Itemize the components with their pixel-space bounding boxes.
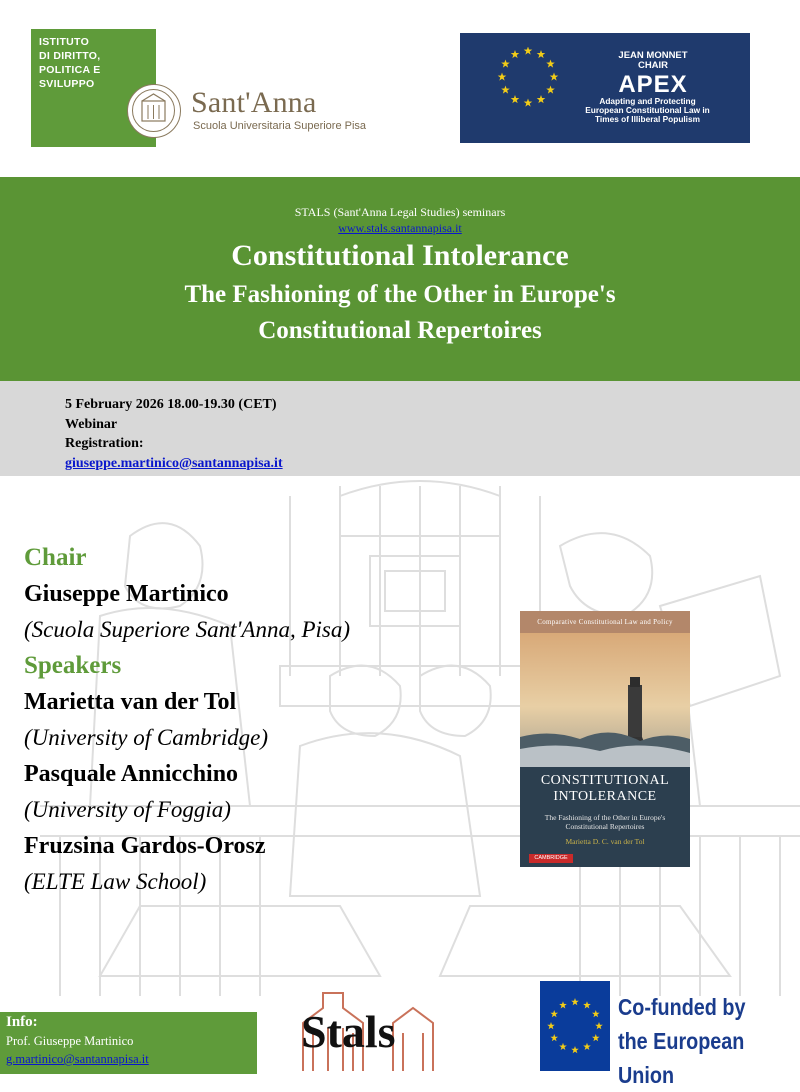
website-row	[0, 221, 800, 236]
event-details	[65, 395, 283, 473]
star-icon	[537, 50, 546, 58]
event-date-time: 5 February 2026 18.00-19.30 (CET)	[65, 397, 277, 412]
book-publisher: CAMBRIDGE	[529, 854, 573, 863]
people-list	[24, 540, 350, 900]
star-icon	[524, 47, 533, 55]
star-icon	[537, 95, 546, 103]
speaker-name: Pasquale Annicchino	[24, 761, 239, 787]
star-icon	[583, 1043, 591, 1050]
star-icon	[546, 86, 555, 94]
info-email-row	[6, 1052, 149, 1067]
chair-label: Chair	[24, 544, 87, 571]
book-title	[520, 773, 690, 805]
eu-stars-icon	[490, 47, 570, 119]
info-box	[0, 1012, 257, 1074]
apex-title: APEX	[618, 71, 688, 98]
apex-jean-monnet-chair: JEAN MONNET CHAIR	[618, 50, 688, 71]
star-icon	[501, 86, 510, 94]
book-title-line2: INTOLERANCE	[553, 789, 657, 804]
info-label: Info:	[6, 1014, 38, 1030]
apex-logo	[460, 33, 750, 143]
star-icon	[595, 1022, 603, 1029]
chair-affiliation: (Scuola Superiore Sant'Anna, Pisa)	[24, 617, 351, 642]
star-icon	[550, 1034, 558, 1041]
santanna-seal-icon	[127, 84, 181, 138]
star-icon	[511, 95, 520, 103]
cofunded-line1: Co-funded by	[618, 994, 746, 1020]
book-cover	[520, 611, 690, 867]
star-icon	[546, 60, 555, 68]
website-link[interactable]: www.stals.santannapisa.it	[338, 221, 462, 235]
apex-description: Adapting and Protecting European Constitutional Law in Times of Illiberal Populism	[585, 96, 710, 124]
santanna-logo-name: Sant'Anna	[191, 86, 317, 119]
event-format: Webinar	[65, 416, 118, 432]
speaker-name: Marietta van der Tol	[24, 689, 237, 715]
registration-label: Registration:	[65, 436, 144, 451]
title-band	[0, 177, 800, 381]
star-icon	[592, 1034, 600, 1041]
info-email-link[interactable]: g.martinico@santannapisa.it	[6, 1052, 149, 1066]
star-icon	[524, 99, 533, 107]
chair-name: Giuseppe Martinico	[24, 581, 229, 607]
speaker-affiliation: (University of Foggia)	[24, 797, 231, 822]
book-series: Comparative Constitutional Law and Policy	[520, 611, 690, 633]
event-details-band	[0, 381, 800, 476]
speaker-name: Fruzsina Gardos-Orosz	[24, 833, 266, 859]
star-icon	[559, 1001, 567, 1008]
book-subtitle: The Fashioning of the Other in Europe's Constitutional Repertoires	[544, 813, 666, 831]
star-icon	[583, 1001, 591, 1008]
eu-flag-icon	[540, 981, 610, 1071]
idps-logo-text: ISTITUTO DI DIRITTO, POLITICA E SVILUPPO	[39, 36, 101, 90]
seminar-title: Constitutional Intolerance	[231, 239, 569, 272]
speaker-affiliation: (ELTE Law School)	[24, 869, 207, 894]
lighthouse-image	[520, 633, 690, 767]
stals-logo-text: Stals	[301, 1006, 396, 1057]
star-icon	[550, 1010, 558, 1017]
info-name: Prof. Giuseppe Martinico	[6, 1034, 134, 1048]
registration-email-link[interactable]: giuseppe.martinico@santannapisa.it	[65, 455, 283, 471]
seminar-subtitle-line1: The Fashioning of the Other in Europe's	[184, 281, 616, 308]
speaker-affiliation: (University of Cambridge)	[24, 725, 269, 750]
speakers-label: Speakers	[24, 652, 122, 679]
seminar-subtitle-line2: Constitutional Repertoires	[258, 317, 542, 344]
seminar-series: STALS (Sant'Anna Legal Studies) seminars	[294, 205, 506, 219]
book-author: Marietta D. C. van der Tol	[565, 837, 645, 846]
star-icon	[571, 1046, 579, 1053]
star-icon	[547, 1022, 555, 1029]
santanna-logo-subtitle: Scuola Universitaria Superiore Pisa	[193, 120, 367, 132]
stals-logo	[283, 983, 473, 1073]
star-icon	[592, 1010, 600, 1017]
star-icon	[511, 50, 520, 58]
star-icon	[559, 1043, 567, 1050]
cofunded-text	[618, 990, 775, 1092]
cofunded-line2: the European Union	[618, 1028, 745, 1088]
star-icon	[498, 73, 507, 81]
star-icon	[501, 60, 510, 68]
star-icon	[550, 73, 559, 81]
book-title-line1: CONSTITUTIONAL	[540, 773, 670, 788]
star-icon	[571, 998, 579, 1005]
